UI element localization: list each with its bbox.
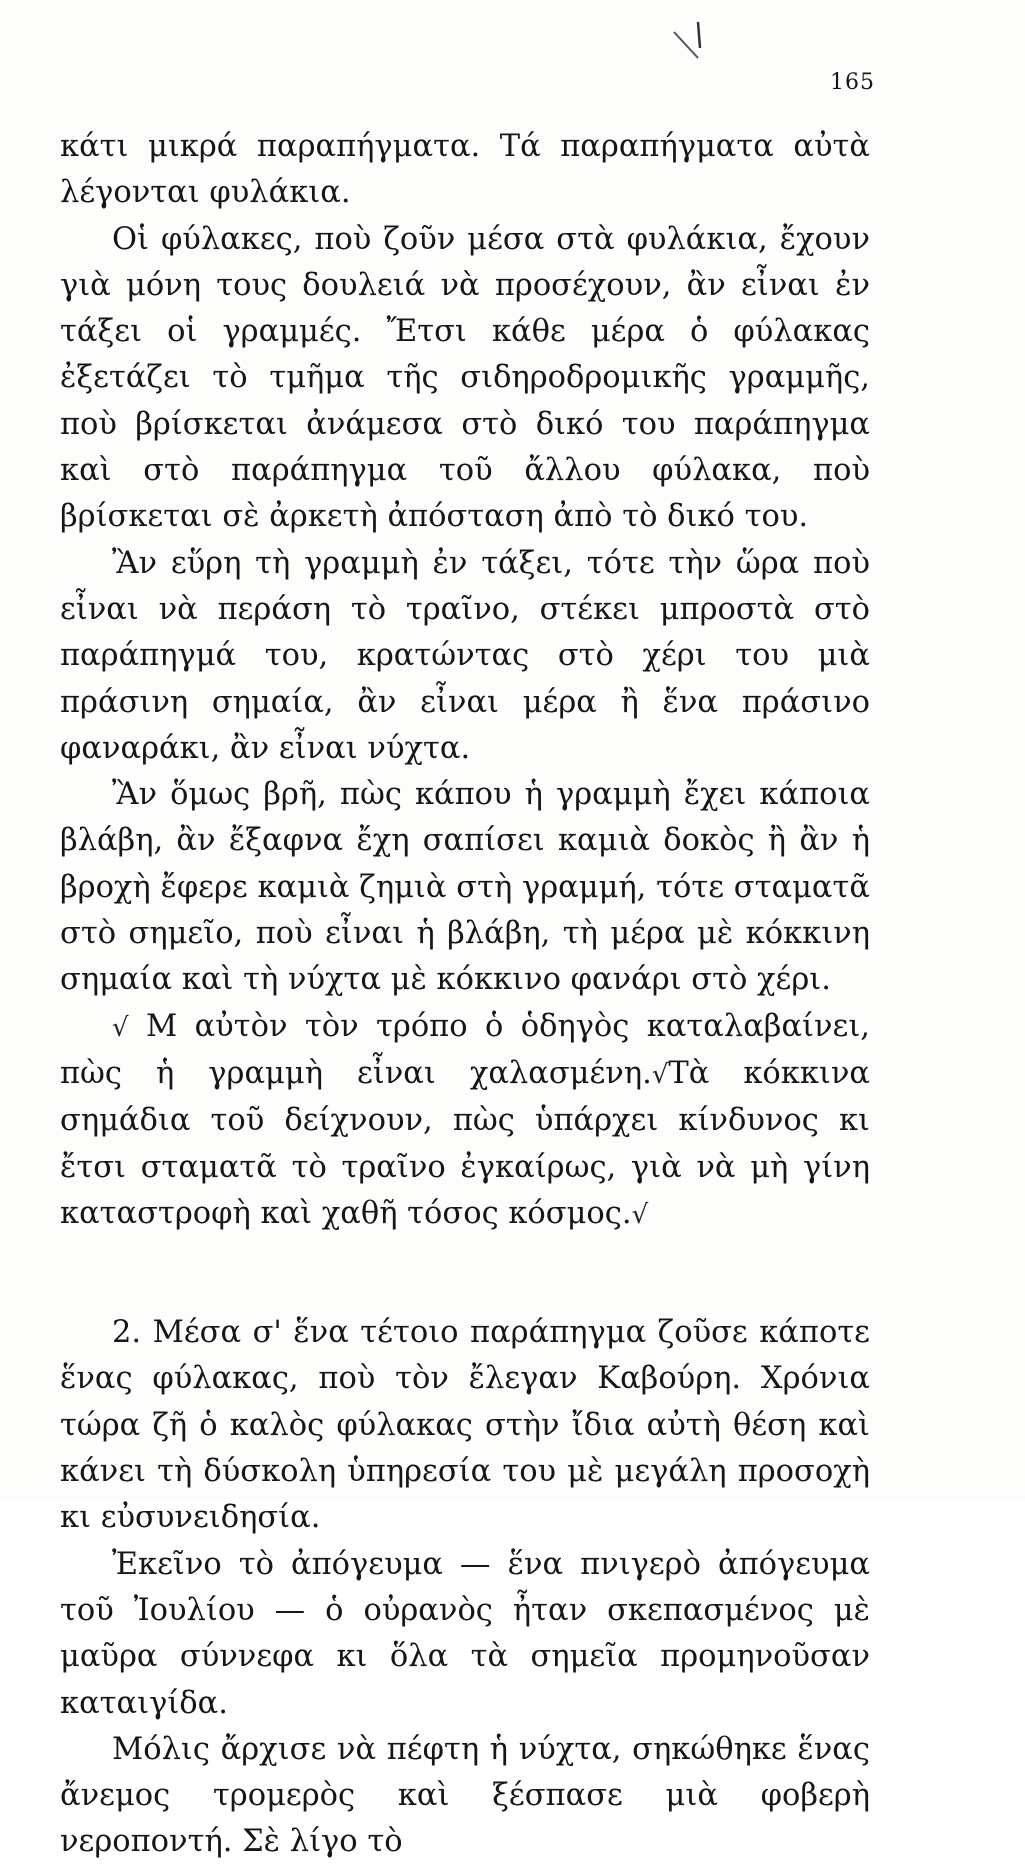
paragraph-1: κάτι μικρά παραπήγματα. Τά παραπήγματα αὐτὰ λέγονται φυλάκια. bbox=[60, 129, 870, 211]
paragraph-3: Ἂν εὕρη τὴ γραμμὴ ἐν τάξει, τότε τὴν ὥρα ποὺ εἶναι νὰ περάση τὸ τραῖνο, στέκει μπροστὰ στὸ παράπηγμά του, κρατώντας στὸ χέρι του μιὰ πράσινη σημαία, ἂν εἶναι μέρα ἢ ἕνα πράσινο φαναράκι, ἂν εἶναι νύχτα. bbox=[60, 545, 870, 766]
paragraph-8: Μόλις ἄρχισε νὰ πέφτη ἡ νύχτα, σηκώθηκε ἕνας ἄνεμος τρομερὸς καὶ ξέσπασε μιὰ φοβερὴ νεροποντή. Σὲ λίγο τὸ bbox=[60, 1731, 870, 1860]
pencil-mark-icon bbox=[672, 14, 712, 74]
section-gap bbox=[60, 1238, 870, 1310]
check-mark-icon: √ bbox=[651, 1059, 669, 1090]
paragraph-5-part-1: Μ αὐτὸν τὸν τρόπο ὁ ὁδηγὸς καταλαβαίνει, πὼς ἡ γραμμὴ εἶναι χαλασμένη. bbox=[60, 1008, 870, 1091]
paragraph-7: Ἐκεῖνο τὸ ἀπόγευμα — ἕνα πνιγερὸ ἀπόγευμα τοῦ Ἰουλίου — ὁ οὐρανὸς ἦταν σκεπασμένος μὲ μαῦρα σύννεφα κι ὅλα τὰ σημεῖα προμηνοῦσαν καταιγίδα. bbox=[60, 1546, 870, 1721]
paragraph-5 bbox=[60, 1004, 870, 1238]
paragraph-4: Ἂν ὅμως βρῆ, πὼς κάπου ἡ γραμμὴ ἔχει κάποια βλάβη, ἂν ἔξαφνα ἔχη σαπίσει καμιὰ δοκὸς ἢ ἂν ἡ βροχὴ ἔφερε καμιὰ ζημιὰ στὴ γραμμή, τότε σταματᾶ στὸ σημεῖο, ποὺ εἶναι ἡ βλάβη, τὴ μέρα μὲ κόκκινη σημαία καὶ τὴ νύχτα μὲ κόκκινο φανάρι στὸ χέρι. bbox=[60, 777, 870, 998]
paragraph-6: 2. Μέσα σ' ἕνα τέτοιο παράπηγμα ζοῦσε κάποτε ἕνας φύλακας, ποὺ τὸν ἔλεγαν Καβούρη. Χρόνια τώρα ζῆ ὁ καλὸς φύλακας στὴν ἴδια αὐτὴ θέση καὶ κάνει τὴ δύσκολη ὑπηρεσία του μὲ μεγάλη προσοχὴ κι εὐσυνειδησία. bbox=[60, 1315, 870, 1536]
paragraph-5-part-2: Τὰ κόκκινα σημάδια τοῦ δείχνουν, πὼς ὑπάρχει κίνδυνος κι ἔτσι σταματᾶ τὸ τραῖνο ἐγκαίρως, γιὰ νὰ μὴ γίνη καταστροφὴ καὶ χαθῆ τόσος κόσμος. bbox=[60, 1055, 871, 1231]
check-mark-icon: √ bbox=[112, 1012, 129, 1043]
page-number: 165 bbox=[830, 70, 875, 95]
paragraph-2: Οἱ φύλακες, ποὺ ζοῦν μέσα στὰ φυλάκια, ἔχουν γιὰ μόνη τους δουλειά νὰ προσέχουν, ἂν εἶναι ἐν τάξει οἱ γραμμές. Ἔτσι κάθε μέρα ὁ φύλακας ἐξετάζει τὸ τμῆμα τῆς σιδηροδρομικῆς γραμμῆς, ποὺ βρίσκεται ἀνάμεσα στὸ δικό του παράπηγμα καὶ στὸ παράπηγμα τοῦ ἄλλου φύλακα, ποὺ βρίσκεται σὲ ἀρκετὴ ἀπόσταση ἀπὸ τὸ δικό του. bbox=[60, 221, 870, 535]
body-text bbox=[60, 124, 870, 1866]
check-mark-icon: √ bbox=[631, 1199, 649, 1230]
